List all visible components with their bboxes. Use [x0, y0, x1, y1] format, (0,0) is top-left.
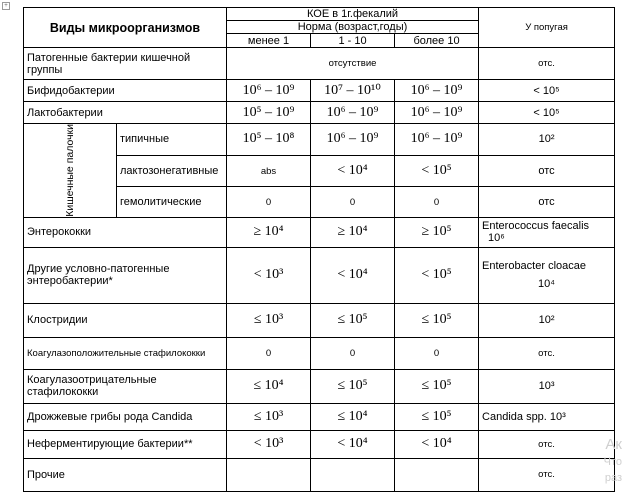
cell-parrot: Candida spp. 10³ — [479, 403, 615, 430]
table-row — [24, 48, 615, 80]
row-label: Клостридии — [24, 303, 227, 337]
cell-value: ≤ 10⁵ — [311, 369, 395, 403]
table-handle-icon[interactable]: + — [2, 2, 10, 10]
cell-value: 0 — [395, 337, 479, 369]
cell-value — [395, 458, 479, 491]
row-label: Прочие — [24, 458, 227, 491]
cell-value: ≤ 10⁵ — [395, 303, 479, 337]
cell-value: 10⁶ – 10⁹ — [311, 102, 395, 124]
cell-value: 0 — [227, 187, 311, 217]
cell-value: 10⁶ – 10⁹ — [395, 102, 479, 124]
col-header-age-2: 1 - 10 — [311, 34, 395, 48]
col-header-kfu: КОЕ в 1г.фекалий — [227, 8, 479, 21]
cell-value: 10⁶ – 10⁹ — [311, 124, 395, 156]
cell-parrot: отс. — [479, 337, 615, 369]
parrot-value: 10⁴ — [538, 278, 556, 291]
table-row — [24, 102, 615, 124]
row-label: типичные — [117, 124, 227, 156]
row-label: Бифидобактерии — [24, 80, 227, 102]
row-group-label — [24, 124, 117, 218]
cell-parrot: 10² — [479, 124, 615, 156]
cell-value: ≤ 10³ — [227, 403, 311, 430]
cell-value: ≥ 10⁴ — [311, 217, 395, 247]
cell-value: ≤ 10⁵ — [395, 369, 479, 403]
cell-parrot: отс. — [479, 458, 615, 491]
table-row — [24, 124, 615, 156]
row-label: лактозонегативные — [117, 155, 227, 187]
col-header-age-3: более 10 — [395, 34, 479, 48]
cell-value: ≥ 10⁴ — [227, 217, 311, 247]
table-row — [24, 430, 615, 458]
table-row — [24, 458, 615, 491]
cell-value: 10⁵ – 10⁹ — [227, 102, 311, 124]
watermark-line-1: Ак — [605, 436, 622, 453]
cell-value: отсутствие — [227, 48, 479, 80]
cell-parrot: отс. — [479, 48, 615, 80]
cell-value: < 10⁵ — [395, 247, 479, 303]
table-row — [24, 337, 615, 369]
cell-parrot: < 10⁵ — [479, 80, 615, 102]
row-label: гемолитические — [117, 187, 227, 217]
cell-value: 10⁶ – 10⁹ — [395, 80, 479, 102]
row-label: Энтерококки — [24, 217, 227, 247]
cell-value: < 10⁵ — [395, 155, 479, 187]
table-row — [24, 369, 615, 403]
parrot-value: 10⁶ — [488, 232, 505, 245]
parrot-organism: Enterobacter cloacae — [482, 260, 586, 273]
cell-value — [227, 458, 311, 491]
cell-value: ≥ 10⁵ — [395, 217, 479, 247]
cell-value — [311, 458, 395, 491]
watermark-line-2: Что — [603, 456, 622, 468]
cell-value: < 10⁴ — [311, 155, 395, 187]
row-label: Лактобактерии — [24, 102, 227, 124]
watermark-line-3: раз — [604, 472, 622, 484]
cell-value: < 10⁴ — [311, 430, 395, 458]
row-label: Коагулазоотрицательные стафилококки — [24, 369, 227, 403]
cell-value: abs — [227, 155, 311, 187]
cell-value: 0 — [311, 187, 395, 217]
cell-value: < 10⁴ — [311, 247, 395, 303]
cell-value: < 10³ — [227, 247, 311, 303]
row-label: Неферментирующие бактерии** — [24, 430, 227, 458]
col-header-age-1: менее 1 — [227, 34, 311, 48]
cell-parrot: < 10⁵ — [479, 102, 615, 124]
cell-value: 0 — [227, 337, 311, 369]
cell-parrot: 10³ — [479, 369, 615, 403]
cell-value: 0 — [395, 187, 479, 217]
col-header-parrot: У попугая — [479, 8, 615, 48]
cell-parrot: отс — [479, 155, 615, 187]
cell-value: ≤ 10⁵ — [395, 403, 479, 430]
cell-value: ≤ 10⁴ — [311, 403, 395, 430]
table-row — [24, 217, 615, 247]
row-label: Другие условно-патогенные энтеробактерии* — [24, 247, 227, 303]
row-label: Дрожжевые грибы рода Candida — [24, 403, 227, 430]
table-row — [24, 80, 615, 102]
table-row — [24, 303, 615, 337]
cell-parrot: 10² — [479, 303, 615, 337]
col-header-species: Виды микроорганизмов — [24, 8, 227, 48]
cell-value: ≤ 10⁵ — [311, 303, 395, 337]
cell-value: 10⁶ – 10⁹ — [395, 124, 479, 156]
table-row — [24, 403, 615, 430]
col-header-norm: Норма (возраст,годы) — [227, 21, 479, 34]
row-label: Коагулазоположительные стафилококки — [24, 337, 227, 369]
cell-value: < 10⁴ — [395, 430, 479, 458]
table-row — [24, 247, 615, 303]
cell-parrot: отс. — [479, 430, 615, 458]
parrot-organism: Enterococcus faecalis — [482, 220, 590, 233]
ecoli-group-label: Кишечные палочки — [64, 124, 76, 217]
row-label: Патогенные бактерии кишечной группы — [24, 48, 227, 80]
cell-parrot — [479, 217, 615, 247]
cell-value: ≤ 10⁴ — [227, 369, 311, 403]
cell-value: 10⁵ – 10⁸ — [227, 124, 311, 156]
cell-value: < 10³ — [227, 430, 311, 458]
cell-value: 10⁷ – 10¹⁰ — [311, 80, 395, 102]
cell-parrot — [479, 247, 615, 303]
cell-value: ≤ 10³ — [227, 303, 311, 337]
cell-value: 0 — [311, 337, 395, 369]
microorganism-table — [23, 7, 615, 492]
cell-value: 10⁶ – 10⁹ — [227, 80, 311, 102]
cell-parrot: отс — [479, 187, 615, 217]
